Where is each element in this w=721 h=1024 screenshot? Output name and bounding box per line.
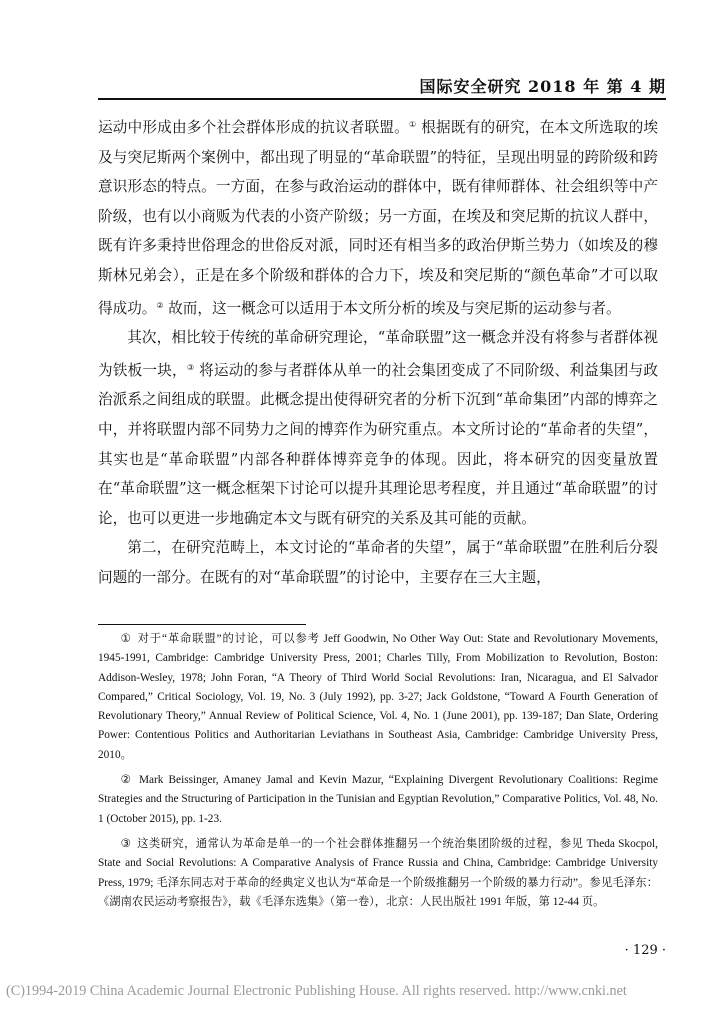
footnote-1	[98, 630, 658, 765]
paragraph-1	[98, 110, 658, 323]
journal-title: 国际安全研究	[419, 77, 522, 96]
footnote-ref-2[interactable]: ②	[156, 300, 164, 310]
footnote-text-1: 对于“革命联盟”的讨论，可以参考 Jeff Goodwin, No Other Way Out: State and Revolutionary Movements, 1945-1991, Cambridge: Cambridge University Press, 2001; Charles Tilly, From Mobilization to Revolution, Boston: Addison-Wesley, 1978; John Foran, “A Theory of Third World Social Revolutions: Iran, Nicaragua, and El Salvador Compared,” Critical Sociology, Vol. 19, No. 3 (July 1992), pp. 3-27; Jack Goldstone, “Toward A Fourth Generation of Revolutionary Theory,” Annual Review of Political Science, Vol. 4, No. 1 (June 2001), pp. 139-187; Dan Slate, Ordering Power: Contentious Politics and Authoritarian Leviathans in Southeast Asia, Cambridge: Cambridge University Press, 2010。	[98, 633, 658, 761]
footnote-3	[98, 835, 658, 912]
footnote-ref-1[interactable]: ①	[409, 120, 417, 129]
page-number: · 129 ·	[624, 943, 666, 958]
header-rule	[98, 98, 666, 100]
journal-year: 2018	[528, 77, 577, 96]
main-body	[98, 110, 658, 593]
paragraph-2	[98, 323, 658, 533]
footnote-mark-3: ③	[120, 837, 132, 850]
paragraph-2-text: 其次，相比较于传统的革命研究理论，“革命联盟”这一概念并没有将参与者群体视为铁板一块，	[98, 329, 658, 379]
paragraph-2-text2: 将运动的参与者群体从单一的社会集团变成了不同阶级、利益集团与政治派系之间组成的联盟。此概念提出使得研究者的分析下沉到“革命集团”内部的博弈之中，并将联盟内部不同势力之间的博弈作为研究重点。本文所讨论的“革命者的失望”，其实也是“革命联盟”内部各种群体博弈竞争的体现。因此，将本研究的因变量放置在“革命联盟”这一概念框架下讨论可以提升其理论思考程度，并且通过“革命联盟”的讨论，也可以更进一步地确定本文与既有研究的关系及其可能的贡献。	[98, 361, 658, 527]
running-header	[419, 74, 666, 97]
paragraph-3	[98, 533, 658, 592]
journal-issue: 年 第 4 期	[583, 77, 666, 96]
paragraph-1-text2: 根据既有的研究，在本文所选取的埃及与突尼斯两个案例中，都出现了明显的“革命联盟”的特征，呈现出明显的跨阶级和跨意识形态的特点。一方面，在参与政治运动的群体中，既有律师群体、社会组织等中产阶级，也有以小商贩为代表的小资产阶级；另一方面，在埃及和突尼斯的抗议人群中，既有许多秉持世俗理念的世俗反对派，同时还有相当多的政治伊斯兰势力（如埃及的穆斯林兄弟会），正是在多个阶级和群体的合力下，埃及和突尼斯的“颜色革命”才可以取得成功。	[98, 119, 658, 317]
footnote-mark-2: ②	[120, 774, 133, 787]
footnote-ref-3[interactable]: ③	[186, 362, 195, 372]
footnote-text-2: Mark Beissinger, Amaney Jamal and Kevin Mazur, “Explaining Divergent Revolutionary Coalitions: Regime Strategies and the Structuring of Participation in the Tunisian and Egyptian Revolution,” Comparative Politics, Vol. 48, No. 1 (October 2015), pp. 1-23.	[98, 774, 658, 825]
paragraph-1-text3: 故而，这一概念可以适用于本文所分析的埃及与突尼斯的运动参与者。	[168, 299, 621, 317]
paragraph-1-text: 运动中形成由多个社会群体形成的抗议者联盟。	[98, 119, 409, 136]
footnote-mark-1: ①	[120, 633, 132, 645]
footnote-text-3: 这类研究，通常认为革命是单一的一个社会群体推翻另一个统治集团阶级的过程，参见 Theda Skocpol, State and Social Revolutions: A Comparative Analysis of France Russia and China, Cambridge: Cambridge University Press, 1979; 毛泽东同志对于革命的经典定义也认为“革命是一个阶级推翻另一个阶级的暴力行动”。参见毛泽东：《湖南农民运动考察报告》，载《毛泽东选集》（第一卷），北京：人民出版社 1991 年版，第 12-44 页。	[98, 837, 658, 908]
footnotes	[98, 630, 658, 918]
paragraph-3-text: 第二，在研究范畴上，本文讨论的“革命者的失望”，属于“革命联盟”在胜利后分裂问题的一部分。在既有的对“革命联盟”的讨论中，主要存在三大主题，	[98, 539, 658, 586]
footnote-rule	[98, 624, 306, 625]
copyright-notice: (C)1994-2019 China Academic Journal Electronic Publishing House. All rights reserved. http://www.cnki.net	[6, 983, 627, 999]
footnote-2	[98, 771, 658, 829]
